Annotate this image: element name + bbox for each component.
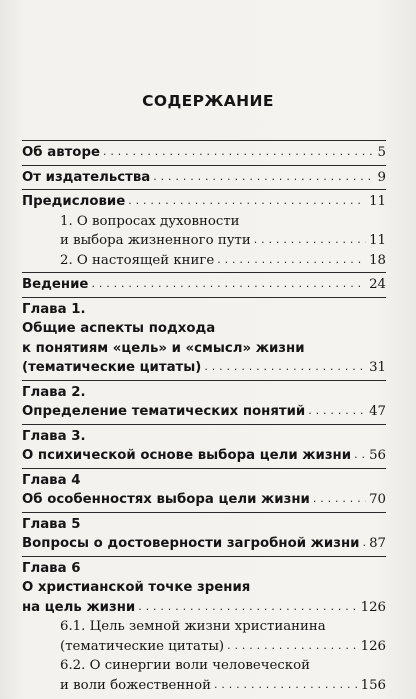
toc-entry-title: (тематические цитаты)	[22, 360, 202, 375]
dot-leader	[254, 230, 366, 250]
toc-entry-chapter-2	[22, 380, 386, 422]
toc-entry-title-line: Глава 3.	[22, 428, 86, 444]
toc-entry-title: Об авторе	[22, 145, 100, 160]
toc-page-number: 70	[369, 492, 386, 507]
toc-entry-introduction	[22, 272, 386, 295]
toc-entry-title: и воли божественной	[60, 677, 211, 693]
toc-page-number: 126	[360, 599, 386, 615]
toc-entry-title: (тематические цитаты)	[60, 638, 225, 654]
toc-entry-chapter-3	[22, 424, 386, 466]
toc-subentry-this-book	[22, 251, 386, 271]
toc-page-number: 9	[377, 169, 386, 185]
toc-entry-chapter-5	[22, 512, 386, 554]
toc-entry-title: 2. О настоящей книге	[60, 252, 215, 268]
dot-leader	[217, 250, 366, 270]
toc-page-number: 24	[369, 277, 386, 292]
page-title: СОДЕРЖАНИЕ	[142, 92, 274, 110]
dot-leader	[128, 191, 366, 211]
toc-entry-title-line: 6.1. Цель земной жизни христианина	[60, 619, 326, 634]
dot-leader	[91, 274, 366, 294]
toc-page-number: 18	[369, 252, 386, 268]
dot-leader	[313, 489, 366, 509]
toc-page-number: 11	[369, 233, 386, 248]
toc-entry-title: на цель жизни	[22, 599, 136, 615]
toc-page-number: 5	[377, 145, 386, 160]
dot-leader	[214, 675, 358, 695]
toc-entry-title: Вопросы о достоверности загробной жизни	[22, 536, 360, 551]
dot-leader	[354, 445, 366, 465]
toc-subentry-spirituality	[22, 212, 386, 251]
toc-entry-from-publisher	[22, 165, 386, 188]
toc-entry-title: Ведение	[22, 277, 89, 292]
toc-entry-about-author	[22, 140, 386, 163]
toc-entry-title: О психической основе выбора цели жизни	[22, 448, 352, 463]
dot-leader	[227, 636, 358, 656]
dot-leader	[308, 401, 366, 421]
toc-entry-title-line: О христианской точке зрения	[22, 580, 251, 595]
toc-page-number: 156	[360, 677, 386, 693]
dot-leader	[362, 533, 366, 553]
toc-page-number: 31	[369, 360, 386, 375]
toc-subentry-6-1	[22, 617, 386, 656]
toc-subentry-6-2	[22, 656, 386, 695]
toc-entry-title-line: 1. О вопросах духовности	[60, 213, 240, 229]
toc-entry-chapter-6	[22, 556, 386, 618]
toc-entry-chapter-4	[22, 468, 386, 510]
toc-entry-title: От издательства	[22, 169, 151, 185]
dot-leader	[138, 597, 357, 617]
toc-entry-title: и выбора жизненного пути	[60, 233, 251, 248]
toc-entry-title-line: Глава 1.	[22, 301, 86, 317]
toc-entry-title: Предисловие	[22, 194, 126, 209]
toc-entry-preface	[22, 189, 386, 212]
table-of-contents	[22, 138, 386, 695]
toc-page-number: 11	[369, 194, 386, 209]
toc-entry-title-line: Глава 5	[22, 516, 81, 532]
toc-page-number: 56	[369, 448, 386, 463]
toc-entry-title-line: Общие аспекты подхода	[22, 321, 216, 336]
toc-entry-chapter-1	[22, 297, 386, 378]
toc-page-number: 126	[360, 638, 386, 654]
dot-leader	[204, 357, 366, 377]
toc-entry-title: Определение тематических понятий	[22, 404, 306, 419]
toc-entry-title-line: Глава 4	[22, 472, 81, 488]
toc-page-number: 47	[369, 404, 386, 419]
toc-entry-title-line: 6.2. О синергии воли человеческой	[60, 658, 310, 673]
toc-page-number: 87	[369, 536, 386, 551]
toc-entry-title-line: к понятиям «цель» и «смысл» жизни	[22, 340, 305, 356]
toc-entry-title-line: Глава 6	[22, 560, 81, 576]
toc-entry-title-line: Глава 2.	[22, 384, 86, 400]
toc-entry-title: Об особенностях выбора цели жизни	[22, 492, 310, 507]
dot-leader	[153, 167, 374, 187]
dot-leader	[103, 142, 375, 162]
